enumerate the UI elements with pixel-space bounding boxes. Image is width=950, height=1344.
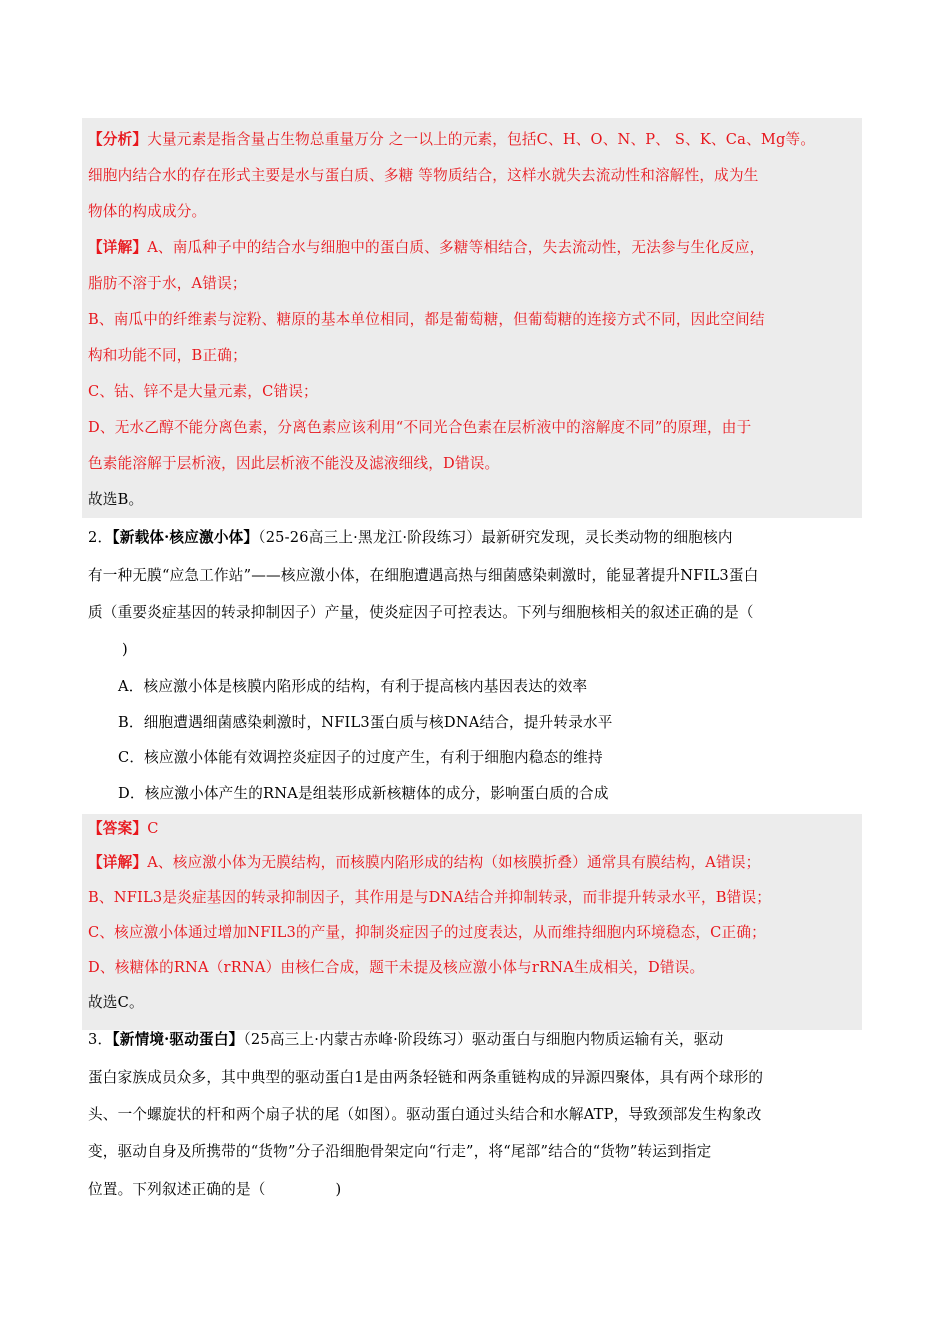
- conclusion-1: 故选B。: [88, 491, 144, 508]
- detail-line-2: 脂肪不溶于水，A错误；: [88, 275, 247, 292]
- q2-option-d: D．核应激小体产生的RNA是组装形成新核糖体的成分，影响蛋白质的合成: [118, 785, 609, 802]
- detail-line-1: 【详解】A、南瓜种子中的结合水与细胞中的蛋白质、多糖等相结合，失去流动性，无法参与生化反应，: [88, 239, 765, 256]
- q2-detail-line-2: B、NFIL3是炎症基因的转录抑制因子，其作用是与DNA结合并抑制转录，而非提升转录水平，B错误；: [88, 889, 772, 906]
- q2-option-a: A．核应激小体是核膜内陷形成的结构，有利于提高核内基因表达的效率: [118, 678, 588, 695]
- answer-line: [88, 819, 159, 839]
- q2-tag: 【新载体·核应激小体】: [112, 529, 259, 546]
- detail-line-6: D、无水乙醇不能分离色素，分离色素应该利用“不同光合色素在层析液中的溶解度不同”的原理，由于: [88, 419, 752, 436]
- detail-line-7: 色素能溶解于层析液，因此层析液不能没及滤液细线，D错误。: [88, 455, 500, 472]
- q2-option-b: B．细胞遭遇细菌感染刺激时，NFIL3蛋白质与核DNA结合，提升转录水平: [118, 714, 613, 731]
- q2-detail-line-4: D、核糖体的RNA（rRNA）由核仁合成，题干未提及核应激小体与rRNA生成相关，D错误。: [88, 959, 705, 976]
- q3-answer-paren: ): [335, 1181, 342, 1198]
- q2-detail-tag: 【详解】: [88, 854, 148, 871]
- q3-line-1: 3．【新情境·驱动蛋白】（25高三上·内蒙古赤峰·阶段练习）驱动蛋白与细胞内物质运输有关，驱动: [88, 1031, 724, 1048]
- answer-tag: 【答案】: [88, 820, 148, 837]
- analysis-line-2: 细胞内结合水的存在形式主要是水与蛋白质、多糖 等物质结合，这样水就失去流动性和溶解性，成为生: [88, 167, 759, 184]
- q2-source: （25-26高三上·黑龙江·阶段练习）: [258, 529, 482, 546]
- detail-tag: 【详解】: [88, 239, 148, 256]
- detail-line-4: 构和功能不同，B正确；: [88, 347, 247, 364]
- answer-value: C: [147, 820, 159, 837]
- q3-tag: 【新情境·驱动蛋白】: [112, 1031, 244, 1048]
- q3-source: （25高三上·内蒙古赤峰·阶段练习）: [243, 1031, 472, 1048]
- q2-detail-line-3: C、核应激小体通过增加NFIL3的产量，抑制炎症因子的过度表达，从而维持细胞内环境稳态，C正确；: [88, 924, 766, 941]
- analysis-line-3: 物体的构成成分。: [88, 203, 207, 220]
- detail-line-5: C、钴、锌不是大量元素，C错误；: [88, 383, 318, 400]
- q2-option-c: C．核应激小体能有效调控炎症因子的过度产生，有利于细胞内稳态的维持: [118, 749, 603, 766]
- conclusion-2: 故选C。: [88, 994, 144, 1011]
- analysis-tag: 【分析】: [88, 131, 148, 148]
- q3-line-3: 头、一个螺旋状的杆和两个扇子状的尾（如图）。驱动蛋白通过头结合和水解ATP，导致颈部发生构象改: [88, 1106, 762, 1123]
- q3-line-4: 变，驱动自身及所携带的“货物”分子沿细胞骨架定向“行走”，将“尾部”结合的“货物”转运到指定: [88, 1143, 712, 1160]
- q2-line-3: 质（重要炎症基因的转录抑制因子）产量，使炎症因子可控表达。下列与细胞核相关的叙述正确的是（: [88, 604, 754, 621]
- q2-line-1: 2．【新载体·核应激小体】（25-26高三上·黑龙江·阶段练习）最新研究发现，灵长类动物的细胞核内: [88, 529, 733, 546]
- answer-shaded-block: [82, 814, 862, 1030]
- analysis-line-1: 【分析】大量元素是指含量占生物总重量万分 之一以上的元素，包括C、H、O、N、P、 S、K、Ca、Mg等。: [88, 131, 816, 148]
- q3-line-2: 蛋白家族成员众多，其中典型的驱动蛋白1是由两条轻链和两条重链构成的异源四聚体，具有两个球形的: [88, 1069, 764, 1086]
- q2-answer-paren: ): [122, 641, 128, 658]
- q3-line-5: 位置。下列叙述正确的是（ ): [88, 1181, 342, 1198]
- q2-number: 2．: [88, 529, 113, 546]
- detail-line-3: B、南瓜中的纤维素与淀粉、糖原的基本单位相同，都是葡萄糖，但葡萄糖的连接方式不同，因此空间结: [88, 311, 765, 328]
- q3-number: 3．: [88, 1031, 113, 1048]
- q2-line-2: 有一种无膜“应急工作站”——核应激小体，在细胞遭遇高热与细菌感染刺激时，能显著提升NFIL3蛋白: [88, 567, 759, 584]
- q2-detail-line-1: 【详解】A、核应激小体为无膜结构，而核膜内陷形成的结构（如核膜折叠）通常具有膜结构，A错误；: [88, 854, 761, 871]
